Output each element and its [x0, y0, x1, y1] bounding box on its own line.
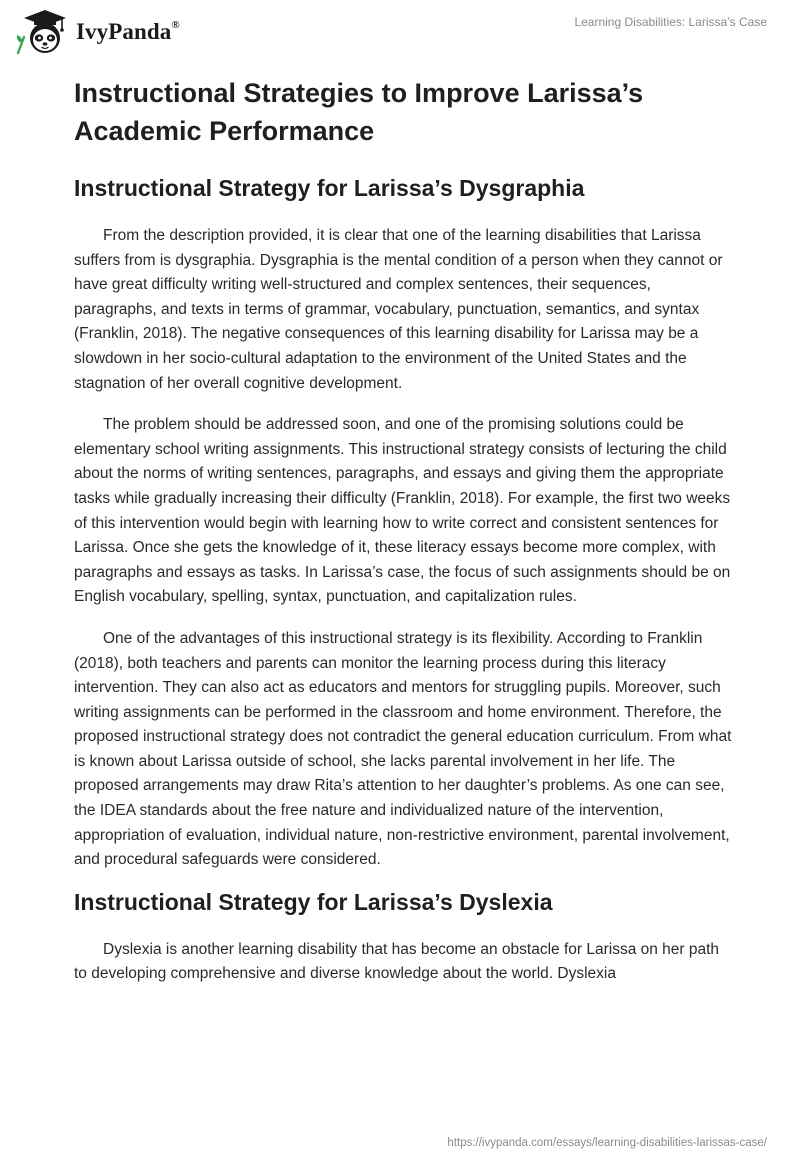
essay-content — [74, 74, 734, 987]
essay-title: Instructional Strategies to Improve Larissa’s Academic Performance — [74, 78, 644, 146]
paragraph: One of the advantages of this instructional strategy is its flexibility. According to Franklin (2018), both teachers and parents can monitor the learning process during this literacy intervention. They can also act as educators and mentors for struggling pupils. Moreover, such writing assignments can be performed in the classroom and home environment. Therefore, the proposed instructional strategy does not contradict the general education curriculum. From what is known about Larissa outside of school, she lacks parental involvement in her life. The proposed arrangements may draw Rita’s attention to her daughter’s problems. As one can see, the IDEA standards about the free nature and individualized nature of the intervention, appropriation of evaluation, individual nature, non-restrictive environment, parental involvement, and procedural safeguards were considered. — [74, 629, 732, 869]
panda-graduate-icon — [14, 7, 74, 57]
page-header — [0, 0, 800, 62]
paragraph: Dyslexia is another learning disability that has become an obstacle for Larissa on her path to developing comprehensive and diverse knowledge about the world. Dyslexia — [74, 940, 720, 983]
logo-wordmark: IvyPanda — [76, 19, 172, 44]
running-title: Learning Disabilities: Larissa’s Case — [574, 15, 767, 29]
paragraph: The problem should be addressed soon, and one of the promising solutions could be elementary school writing assignments. This instructional strategy consists of lecturing the child about the norms of writing sentences, paragraphs, and essays and giving them the appropriate tasks while gradually increasing their difficulty (Franklin, 2018). For example, the first two weeks of this intervention would begin with learning how to write correct and consistent sentences for Larissa. Once she gets the knowledge of it, these literacy essays become more complex, with paragraphs and essays as tasks. In Larissa’s case, the focus of such assignments should be on English vocabulary, spelling, syntax, punctuation, and capitalization rules. — [74, 416, 731, 606]
registered-mark: ® — [171, 19, 180, 32]
ivypanda-logo[interactable] — [14, 7, 180, 57]
paragraph: From the description provided, it is clear that one of the learning disabilities that Larissa suffers from is dysgraphia. Dysgraphia is the mental condition of a person when they cannot or have great difficulty writing well-structured and complex sentences, their sequences, paragraphs, and texts in terms of grammar, vocabulary, punctuation, semantics, and syntax (Franklin, 2018). The negative consequences of this learning disability for Larissa may be a slowdown in her socio-cultural adaptation to the environment of the United States and the stagnation of her overall cognitive development. — [74, 227, 723, 392]
source-url-link[interactable]: https://ivypanda.com/essays/learning-disabilities-larissas-case/ — [447, 1137, 767, 1149]
section-heading-dyslexia: Instructional Strategy for Larissa’s Dyslexia — [74, 888, 553, 915]
section-heading-dysgraphia: Instructional Strategy for Larissa’s Dysgraphia — [74, 175, 585, 201]
